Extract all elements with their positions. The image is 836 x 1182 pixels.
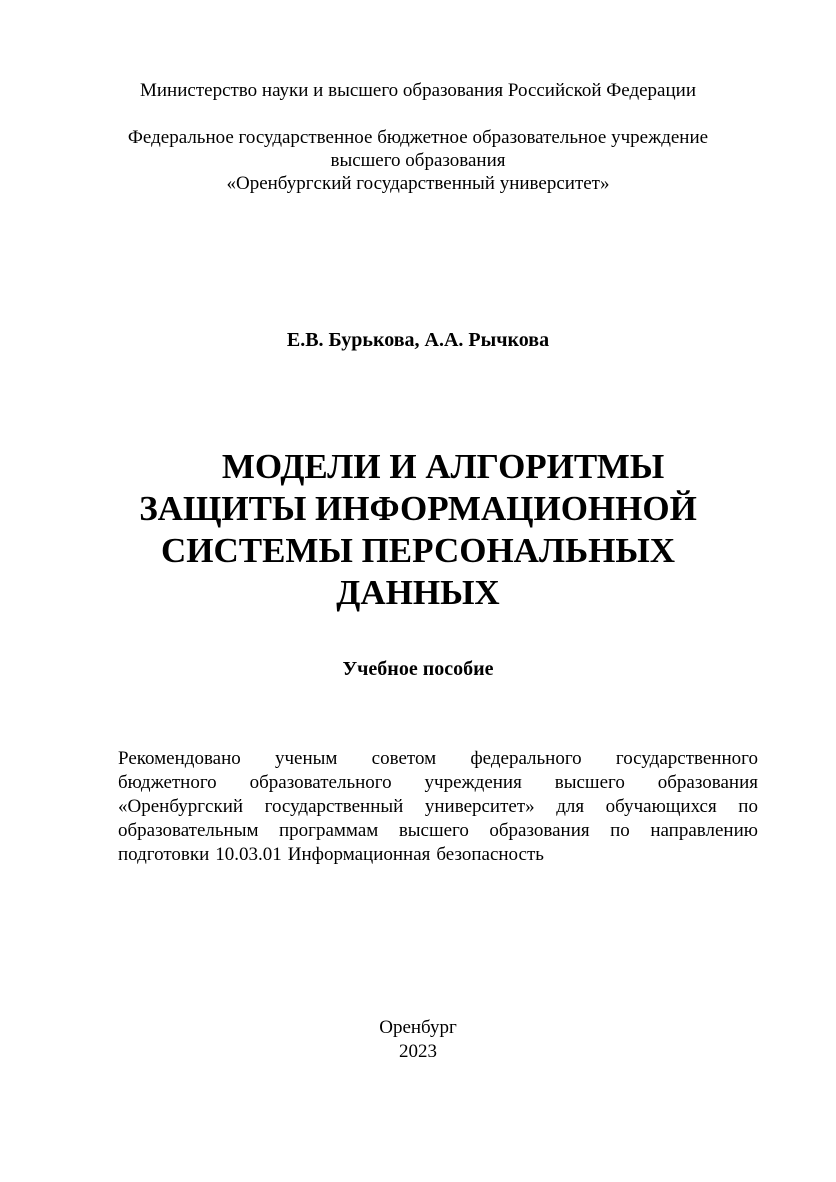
word: «Оренбургский [118,796,244,817]
word: бюджетного [118,772,217,793]
institution-line: «Оренбургский государственный университет» [226,173,610,194]
recommendation-line [118,819,758,843]
word: высшего [398,820,469,841]
word: безопасность [436,844,544,865]
recommendation-line [118,747,758,771]
word: университет» [424,796,535,817]
title-line: ДАННЫХ [336,573,500,612]
word: Рекомендовано [118,748,241,769]
word: для [556,796,585,817]
institution-line: высшего образования [330,150,506,171]
book-title [0,446,836,614]
word: направлению [650,820,758,841]
ministry-name: Министерство науки и высшего образования Российской Федерации [140,80,696,101]
word: государственного [615,748,758,769]
word: образования [489,820,590,841]
word: высшего [554,772,625,793]
word: федерального [470,748,582,769]
title-line: СИСТЕМЫ ПЕРСОНАЛЬНЫХ [160,531,676,570]
publication-city: Оренбург [379,1017,457,1038]
title-line: ЗАЩИТЫ ИНФОРМАЦИОННОЙ [139,489,697,528]
word: государственный [264,796,404,817]
word: по [738,796,758,817]
publication-year: 2023 [399,1041,437,1062]
word: образовательным [118,820,259,841]
word: образования [657,772,758,793]
institution-name [0,126,836,195]
word: советом [371,748,437,769]
recommendation-line [118,771,758,795]
word: программам [279,820,379,841]
institution-line: Федеральное государственное бюджетное образовательное учреждение [127,127,709,148]
word: по [610,820,630,841]
recommendation-line [118,795,758,819]
word: 10.03.01 [215,844,282,865]
word: учреждения [424,772,522,793]
word: подготовки [118,844,210,865]
recommendation-text [118,747,758,867]
word: образовательного [249,772,392,793]
word: ученым [275,748,338,769]
recommendation-line [118,843,758,867]
title-line: МОДЕЛИ И АЛГОРИТМЫ [221,447,665,486]
word: обучающихся [605,796,717,817]
book-type: Учебное пособие [342,658,494,680]
authors: Е.В. Бурькова, А.А. Рычкова [286,329,550,351]
word: Информационная [287,844,431,865]
